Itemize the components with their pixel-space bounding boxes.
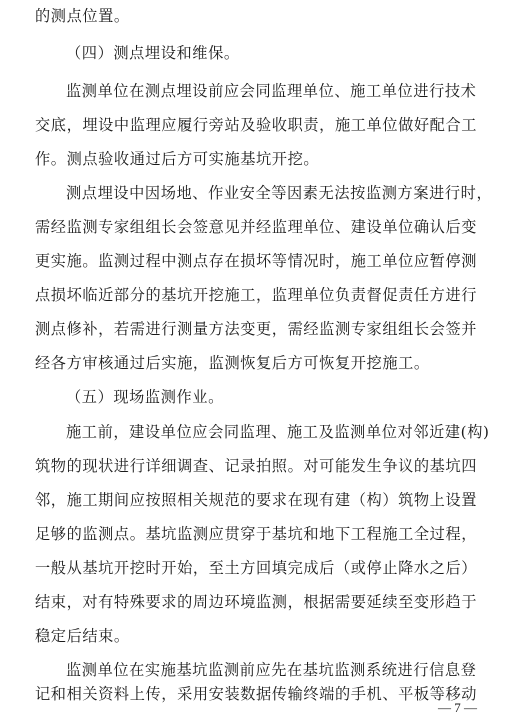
text-line: 监测单位在测点埋设前应会同监理单位、施工单位进行技术 <box>66 82 477 100</box>
text-line: 监测单位在实施基坑监测前应先在基坑监测系统进行信息登 <box>66 661 477 679</box>
text-line: 作。测点验收通过后方可实施基坑开挖。 <box>35 150 320 168</box>
page-number: — 7 — <box>438 700 477 715</box>
text-line: 结束，对有特殊要求的周边环境监测，根据需要延续至变形趋于 <box>35 593 478 611</box>
text-line: 测点修补，若需进行测量方法变更，需经监测专家组组长会签并 <box>35 320 478 338</box>
text-line: 邻，施工期间应按照相关规范的要求在现有建（构）筑物上设置 <box>35 491 478 509</box>
text-line: 稳定后结束。 <box>35 627 130 645</box>
text-line: 施工前，建设单位应会同监理、施工及监测单位对邻近建(构) <box>66 423 490 441</box>
text-line: 足够的监测点。基坑监测应贯穿于基坑和地下工程施工全过程， <box>35 525 478 543</box>
text-line: 测点埋设中因场地、作业安全等因素无法按监测方案进行时， <box>66 184 493 202</box>
text-line: 一般从基坑开挖时开始，至土方回填完成后（或停止降水之后） <box>35 559 478 577</box>
text-line: 的测点位置。 <box>35 7 130 25</box>
text-line: 需经监测专家组组长会签意见并经监理单位、建设单位确认后变 <box>35 218 478 236</box>
text-line: 记和相关资料上传，采用安装数据传输终端的手机、平板等移动 <box>35 685 478 703</box>
section-heading-4: （四）测点埋设和维保。 <box>66 44 240 62</box>
text-line: 更实施。监测过程中测点存在损坏等情况时，施工单位应暂停测 <box>35 252 478 270</box>
section-heading-5: （五）现场监测作业。 <box>66 388 224 406</box>
text-line: 交底，埋设中监理应履行旁站及验收职责，施工单位做好配合工 <box>35 116 478 134</box>
text-line: 经各方审核通过后实施，监测恢复后方可恢复开挖施工。 <box>35 354 430 372</box>
text-line: 筑物的现状进行详细调查、记录拍照。对可能发生争议的基坑四 <box>35 457 478 475</box>
text-line: 点损坏临近部分的基坑开挖施工，监理单位负责督促责任方进行 <box>35 286 478 304</box>
